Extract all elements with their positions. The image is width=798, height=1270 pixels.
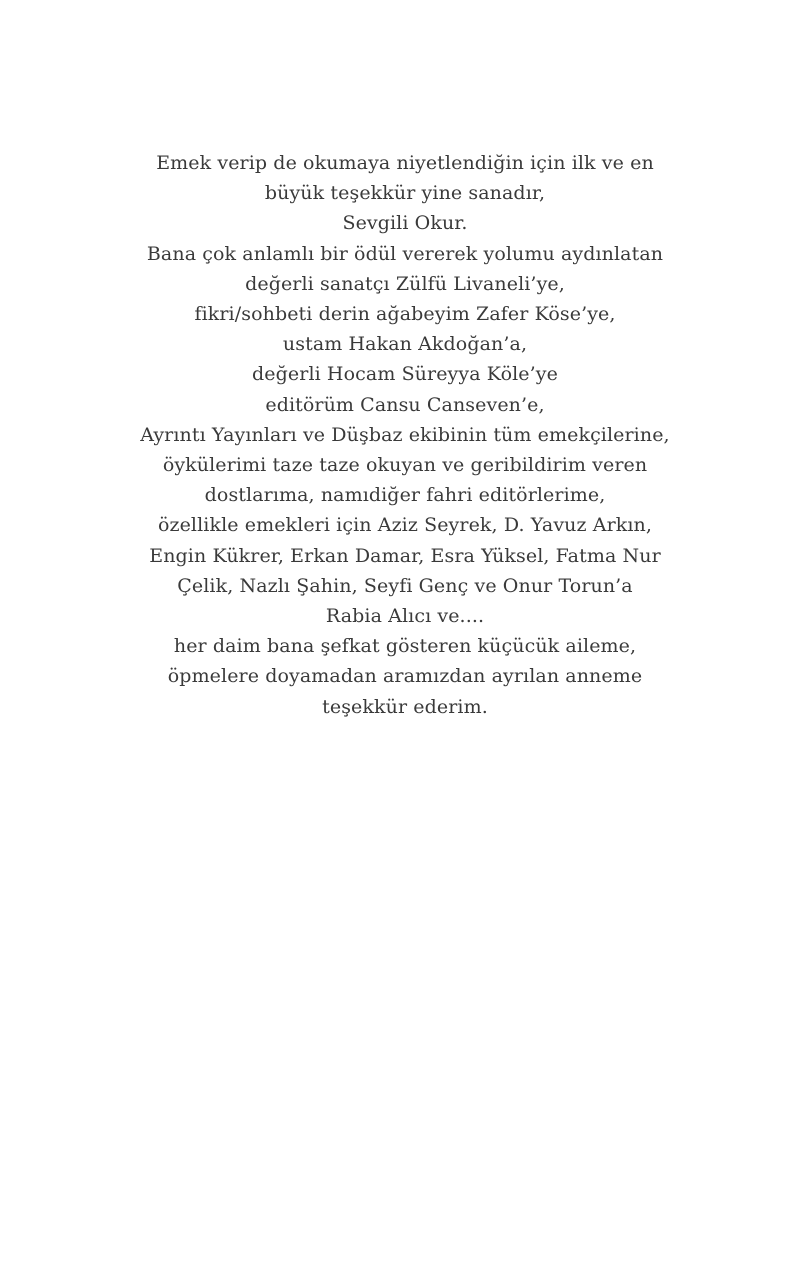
- ack-line: Ayrıntı Yayınları ve Düşbaz ekibinin tüm emekçilerine,: [140, 423, 670, 446]
- ack-line: Engin Kükrer, Erkan Damar, Esra Yüksel, Fatma Nur: [149, 544, 661, 567]
- ack-line: Rabia Alıcı ve....: [325, 605, 485, 628]
- ack-line: editörüm Cansu Canseven’e,: [265, 393, 545, 416]
- ack-line: özellikle emekleri için Aziz Seyrek, D. Yavuz Arkın,: [157, 514, 653, 537]
- ack-line: Emek verip de okumaya niyetlendiğin için ilk ve en: [156, 152, 654, 174]
- ack-line: teşekkür ederim.: [322, 695, 488, 718]
- acknowledgements-text: [100, 148, 710, 722]
- ack-line: dostlarıma, namıdiğer fahri editörlerime,: [204, 484, 606, 507]
- ack-line: fikri/sohbeti derin ağabeyim Zafer Köse’ye,: [194, 303, 616, 326]
- ack-line: Sevgili Okur.: [342, 212, 468, 235]
- ack-line: her daim bana şefkat gösteren küçücük aileme,: [173, 635, 637, 658]
- ack-line: öpmelere doyamadan aramızdan ayrılan anneme: [167, 665, 643, 688]
- ack-line: Bana çok anlamlı bir ödül vererek yolumu aydınlatan: [146, 242, 664, 265]
- ack-line: öykülerimi taze taze okuyan ve geribildirim veren: [162, 454, 648, 477]
- ack-line: Çelik, Nazlı Şahin, Seyfi Genç ve Onur Torun’a: [177, 574, 633, 597]
- ack-line: değerli sanatçı Zülfü Livaneli’ye,: [245, 272, 565, 295]
- ack-line: değerli Hocam Süreyya Köle’ye: [252, 363, 558, 386]
- ack-line: ustam Hakan Akdoğan’a,: [282, 333, 528, 356]
- ack-line: büyük teşekkür yine sanadır,: [264, 182, 546, 205]
